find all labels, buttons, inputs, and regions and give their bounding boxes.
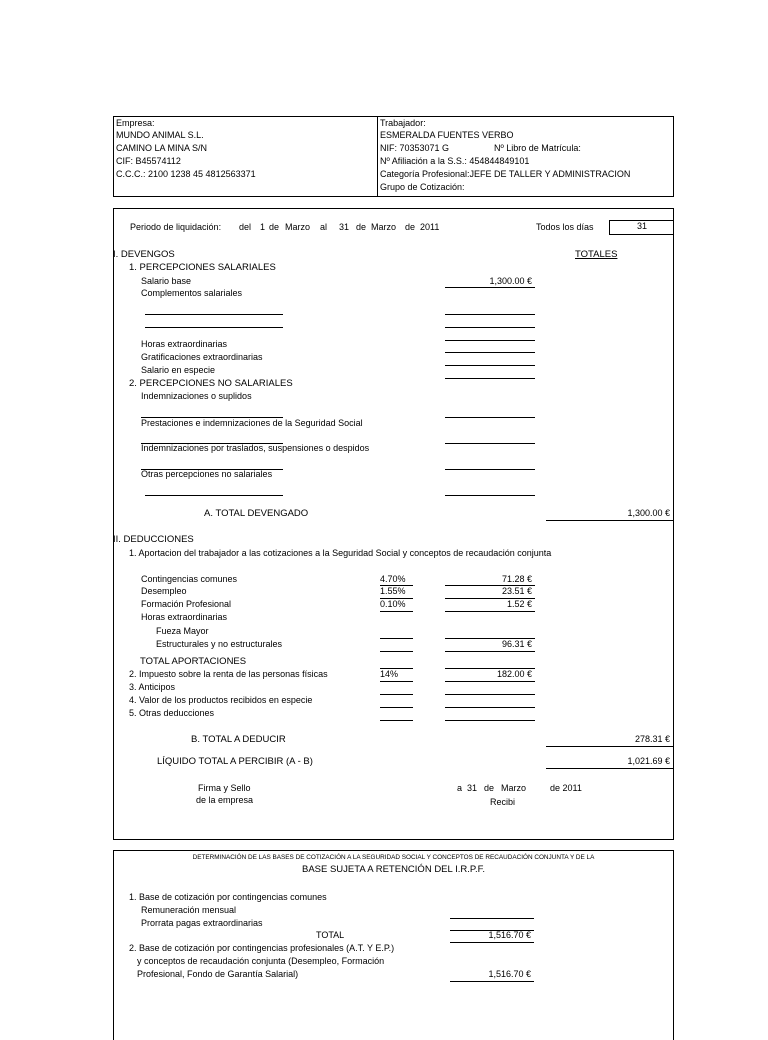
line — [445, 469, 535, 470]
devengos-title: I. DEVENGOS — [113, 249, 175, 260]
line — [450, 981, 534, 982]
line — [445, 352, 535, 353]
percepciones-no-salariales: 2. PERCEPCIONES NO SALARIALES — [129, 378, 293, 389]
base-total-label: TOTAL — [316, 930, 345, 940]
total-aportaciones-label: TOTAL APORTACIONES — [140, 656, 247, 667]
header-divider — [377, 117, 378, 196]
firma-a: a — [457, 783, 463, 793]
period-day-end: 31 — [339, 222, 350, 232]
line — [546, 746, 673, 747]
prorrata-label: Prorrata pagas extraordinarias — [141, 918, 263, 928]
trabajador-afiliacion: Nº Afiliación a la S.S.: 454844849101 — [380, 156, 530, 166]
total-devengado-value: 1,300.00 € — [627, 508, 670, 518]
trabajador-label: Trabajador: — [380, 118, 426, 128]
line — [445, 651, 535, 652]
line — [380, 707, 413, 708]
irpf-label: 2. Impuesto sobre la renta de las personas físicas — [129, 669, 328, 679]
fp-label: Formación Profesional — [141, 599, 232, 609]
fuerza-mayor-label: Fueza Mayor — [156, 626, 209, 636]
base-cc-label: 1. Base de cotización por contingencias comunes — [129, 892, 327, 902]
total-deducir-value: 278.31 € — [634, 734, 670, 744]
line — [145, 327, 283, 328]
horas-extra-label: Horas extraordinarias — [141, 339, 228, 349]
fp-pct: 0.10% — [380, 599, 406, 609]
empresa-cif: CIF: B45574112 — [116, 156, 181, 166]
line — [546, 768, 673, 769]
period-year: 2011 — [420, 222, 440, 232]
trabajador-name: ESMERALDA FUENTES VERBO — [380, 130, 514, 140]
trabajador-nif: NIF: 70353071 G — [380, 143, 450, 153]
line — [445, 611, 535, 612]
estructurales-value: 96.31 € — [501, 639, 532, 649]
period-de1: de — [269, 222, 280, 232]
especie-label: Salario en especie — [141, 365, 216, 375]
total-devengado-label: A. TOTAL DEVENGADO — [204, 508, 309, 519]
days-value: 31 — [636, 221, 647, 231]
bases-title-line1: DETERMINACIÓN DE LAS BASES DE COTIZACIÓN A LA SEGURIDAD SOCIAL Y CONCEPTOS DE RECAUDACIÓN CONJUNTA Y DE LA — [192, 854, 595, 861]
line — [445, 694, 535, 695]
line — [380, 694, 413, 695]
empresa-ccc: C.C.C.: 2100 1238 45 4812563371 — [116, 169, 256, 179]
desempleo-pct: 1.55% — [380, 586, 406, 596]
line — [445, 287, 535, 288]
period-de2: de — [356, 222, 367, 232]
firma-day: 31 — [467, 783, 478, 793]
line — [445, 681, 535, 682]
firma-recibi: Recibi — [490, 797, 516, 807]
desempleo-label: Desempleo — [141, 586, 187, 596]
firma-year: de 2011 — [550, 783, 582, 793]
salario-base-label: Salario base — [141, 276, 192, 286]
line — [445, 720, 535, 721]
percepciones-salariales: 1. PERCEPCIONES SALARIALES — [129, 262, 276, 273]
base-cp-line3: Profesional, Fondo de Garantía Salarial) — [137, 969, 299, 979]
irpf-pct: 14% — [380, 669, 399, 679]
period-label: Periodo de liquidación: — [130, 222, 222, 232]
trabajador-grupo: Grupo de Cotización: — [380, 182, 465, 192]
cc-pct: 4.70% — [380, 574, 406, 584]
period-month-end: Marzo — [371, 222, 397, 232]
line — [445, 314, 535, 315]
empresa-label: Empresa: — [116, 118, 155, 128]
line — [445, 495, 535, 496]
line — [145, 314, 283, 315]
line — [380, 638, 413, 639]
period-al: al — [320, 222, 328, 232]
desempleo-value: 23.51 € — [501, 586, 532, 596]
salario-base-value: 1,300.00 € — [489, 276, 532, 286]
valor-productos-label: 4. Valor de los productos recibidos en especie — [129, 695, 313, 705]
todos-label: Todos los días — [536, 222, 594, 232]
line — [380, 720, 413, 721]
fp-value: 1.52 € — [506, 599, 532, 609]
period-month-start: Marzo — [285, 222, 311, 232]
line — [450, 918, 534, 919]
line — [450, 942, 534, 943]
line — [445, 378, 535, 379]
period-del: del — [239, 222, 252, 232]
line — [380, 651, 413, 652]
anticipos-label: 3. Anticipos — [129, 682, 176, 692]
otras-deducciones-label: 5. Otras deducciones — [129, 708, 215, 718]
firma-line2: de la empresa — [196, 795, 254, 805]
empresa-name: MUNDO ANIMAL S.L. — [116, 130, 204, 140]
firma-de: de — [484, 783, 495, 793]
horas-extra-ded-label: Horas extraordinarias — [141, 612, 228, 622]
base-cp-line2: y conceptos de recaudación conjunta (Desempleo, Formación — [137, 956, 385, 966]
base-total-value: 1,516.70 € — [488, 930, 531, 940]
line — [445, 417, 535, 418]
trabajador-libro: Nº Libro de Matrícula: — [494, 143, 581, 153]
irpf-value: 182.00 € — [496, 669, 532, 679]
gratificaciones-label: Gratificaciones extraordinarias — [141, 352, 263, 362]
line — [445, 327, 535, 328]
total-deducir-label: B. TOTAL A DEDUCIR — [191, 734, 286, 745]
base-cp-value: 1,516.70 € — [488, 969, 531, 979]
cc-label: Contingencias comunes — [141, 574, 238, 584]
trabajador-categoria: Categoría Profesional:JEFE DE TALLER Y ADMINISTRACION — [380, 169, 631, 179]
line — [445, 365, 535, 366]
line — [445, 707, 535, 708]
liquido-value: 1,021.69 € — [627, 756, 670, 766]
traslados-label: Indemnizaciones por traslados, suspensiones o despidos — [141, 443, 370, 453]
prestaciones-label: Prestaciones e indemnizaciones de la Seguridad Social — [141, 418, 363, 428]
indemnizaciones-label: Indemnizaciones o suplidos — [141, 391, 252, 401]
period-day-start: 1 — [260, 222, 266, 232]
deducciones-title: II. DEDUCCIONES — [113, 534, 194, 545]
line — [145, 495, 283, 496]
line — [380, 611, 413, 612]
firma-line1: Firma y Sello — [198, 783, 251, 793]
remuneracion-label: Remuneración mensual — [141, 905, 237, 915]
liquido-label: LÍQUIDO TOTAL A PERCIBIR (A - B) — [157, 756, 313, 767]
period-de3: de — [405, 222, 416, 232]
estructurales-label: Estructurales y no estructurales — [156, 639, 283, 649]
bases-title-line2: BASE SUJETA A RETENCIÓN DEL I.R.P.F. — [301, 864, 486, 875]
otras-percepciones-label: Otras percepciones no salariales — [141, 469, 273, 479]
line — [445, 340, 535, 341]
empresa-address: CAMINO LA MINA S/N — [116, 143, 208, 153]
complementos-label: Complementos salariales — [141, 288, 243, 298]
line — [380, 681, 413, 682]
aportacion-label: 1. Aportacion del trabajador a las cotizaciones a la Seguridad Social y conceptos de recaudación conjunta — [129, 548, 552, 558]
line — [445, 443, 535, 444]
totales-label: TOTALES — [575, 249, 618, 260]
firma-month: Marzo — [501, 783, 527, 793]
cc-value: 71.28 € — [501, 574, 532, 584]
line — [546, 520, 673, 521]
base-cp-line1: 2. Base de cotización por contingencias profesionales (A.T. Y E.P.) — [129, 943, 395, 953]
